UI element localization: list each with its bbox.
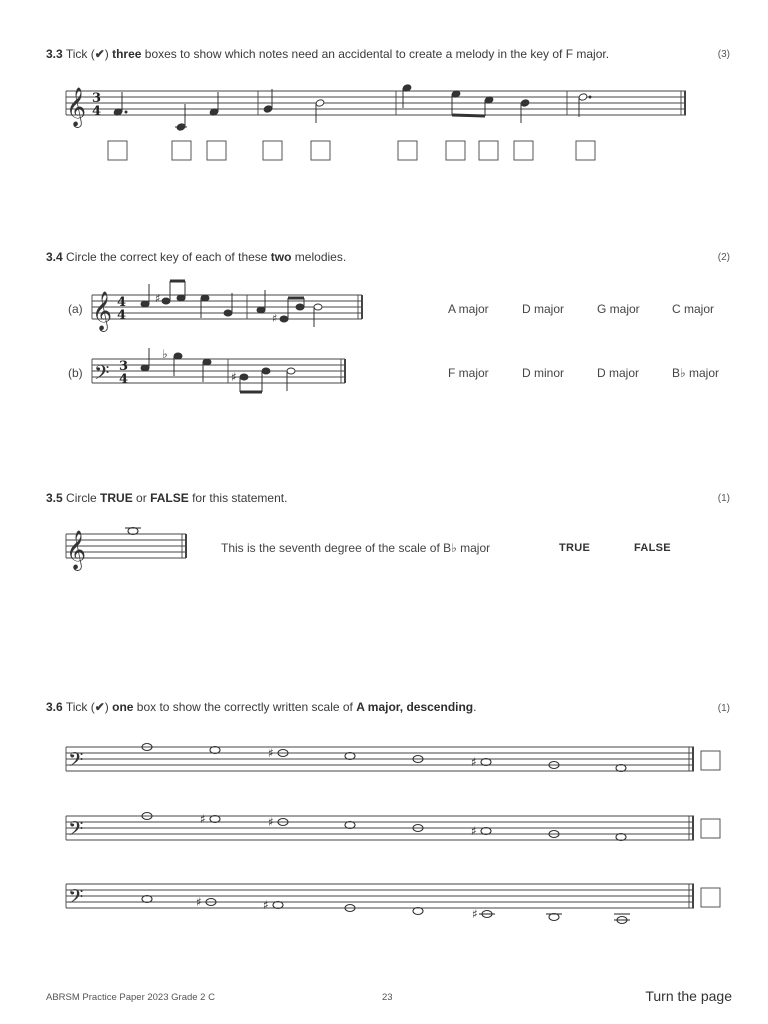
checkbox[interactable] bbox=[701, 819, 720, 838]
q35-prompt: 3.5 Circle TRUE or FALSE for this statement. bbox=[46, 491, 288, 505]
false-option[interactable]: FALSE bbox=[634, 542, 671, 554]
staff-q34b bbox=[92, 359, 345, 383]
time-sig-top: 3 bbox=[92, 91, 102, 106]
key-option[interactable]: D major bbox=[522, 302, 565, 316]
key-option[interactable]: C major bbox=[672, 302, 715, 316]
key-option[interactable]: G major bbox=[597, 302, 640, 316]
sharp-icon: ♯ bbox=[268, 815, 274, 829]
key-option[interactable]: D major bbox=[597, 366, 640, 380]
staff-q36-3 bbox=[66, 884, 694, 908]
treble-clef-icon: 𝄞 bbox=[92, 291, 113, 331]
checkbox[interactable] bbox=[263, 141, 282, 160]
true-option[interactable]: TRUE bbox=[559, 542, 591, 554]
key-option[interactable]: F major bbox=[448, 366, 489, 380]
turn-page-label: Turn the page bbox=[645, 988, 732, 1004]
part-b-label: (b) bbox=[68, 366, 83, 380]
q34-marks: (2) bbox=[717, 252, 730, 263]
sharp-icon: ♯ bbox=[472, 907, 478, 921]
staff-q36-2 bbox=[66, 816, 694, 840]
q35-note bbox=[125, 528, 141, 535]
q33-marks: (3) bbox=[717, 49, 730, 60]
tick-icon: ✔ bbox=[94, 700, 105, 714]
sharp-icon: ♯ bbox=[268, 746, 274, 760]
q33-prompt: 3.3 Tick (✔) three boxes to show which notes need an accidental to create a melody in the key of F major. bbox=[46, 47, 610, 61]
q36-marks: (1) bbox=[717, 703, 730, 714]
page-number: 23 bbox=[382, 992, 393, 1003]
q36-row3-notes bbox=[142, 896, 630, 924]
question-number: 3.6 bbox=[46, 700, 63, 714]
bass-clef-icon: 𝄢 bbox=[68, 817, 84, 845]
sharp-icon: ♯ bbox=[272, 312, 278, 325]
time-sig-bottom: 4 bbox=[117, 308, 127, 323]
staff-q36-1 bbox=[66, 747, 694, 771]
checkbox[interactable] bbox=[446, 141, 465, 160]
tick-icon: ✔ bbox=[94, 47, 105, 61]
question-number: 3.4 bbox=[46, 250, 63, 264]
bass-clef-icon: 𝄢 bbox=[68, 885, 84, 913]
staff-q33 bbox=[66, 91, 686, 115]
q34-prompt: 3.4 Circle the correct key of each of these two melodies. bbox=[46, 250, 347, 264]
footer-title: ABRSM Practice Paper 2023 Grade 2 C bbox=[46, 992, 215, 1003]
key-option[interactable]: B♭ major bbox=[672, 366, 720, 380]
sharp-icon: ♯ bbox=[263, 898, 269, 912]
key-option[interactable]: A major bbox=[448, 302, 489, 316]
checkbox[interactable] bbox=[479, 141, 498, 160]
checkbox[interactable] bbox=[576, 141, 595, 160]
q35-marks: (1) bbox=[717, 493, 730, 504]
treble-clef-icon: 𝄞 bbox=[66, 530, 87, 570]
sharp-icon: ♯ bbox=[155, 292, 161, 305]
flat-icon: ♭ bbox=[162, 347, 168, 361]
time-sig-bottom: 4 bbox=[119, 372, 129, 387]
checkbox[interactable] bbox=[172, 141, 191, 160]
sharp-icon: ♯ bbox=[471, 755, 477, 769]
checkbox[interactable] bbox=[701, 751, 720, 770]
q36-prompt: 3.6 Tick (✔) one box to show the correctly written scale of A major, descending. bbox=[46, 700, 477, 714]
statement-text: This is the seventh degree of the scale of B♭ major bbox=[221, 541, 491, 555]
time-sig-top: 3 bbox=[119, 359, 129, 374]
q34a-notes bbox=[141, 281, 322, 327]
part-a-label: (a) bbox=[68, 302, 83, 316]
checkbox[interactable] bbox=[108, 141, 127, 160]
time-sig-bottom: 4 bbox=[92, 104, 102, 119]
bass-clef-icon: 𝄢 bbox=[68, 748, 84, 776]
sharp-icon: ♯ bbox=[231, 370, 237, 384]
sharp-icon: ♯ bbox=[200, 812, 206, 826]
question-number: 3.5 bbox=[46, 491, 63, 505]
q36-row2-notes bbox=[142, 813, 626, 841]
sharp-icon: ♯ bbox=[471, 824, 477, 838]
checkbox[interactable] bbox=[311, 141, 330, 160]
checkbox[interactable] bbox=[207, 141, 226, 160]
bass-clef-icon: 𝄢 bbox=[94, 361, 110, 389]
treble-clef-icon: 𝄞 bbox=[66, 87, 87, 127]
checkbox[interactable] bbox=[514, 141, 533, 160]
key-option[interactable]: D minor bbox=[522, 366, 565, 380]
checkbox[interactable] bbox=[701, 888, 720, 907]
time-sig-top: 4 bbox=[117, 295, 127, 310]
checkbox[interactable] bbox=[398, 141, 417, 160]
q36-row1-notes bbox=[142, 744, 626, 772]
sharp-icon: ♯ bbox=[196, 895, 202, 909]
question-number: 3.3 bbox=[46, 47, 63, 61]
